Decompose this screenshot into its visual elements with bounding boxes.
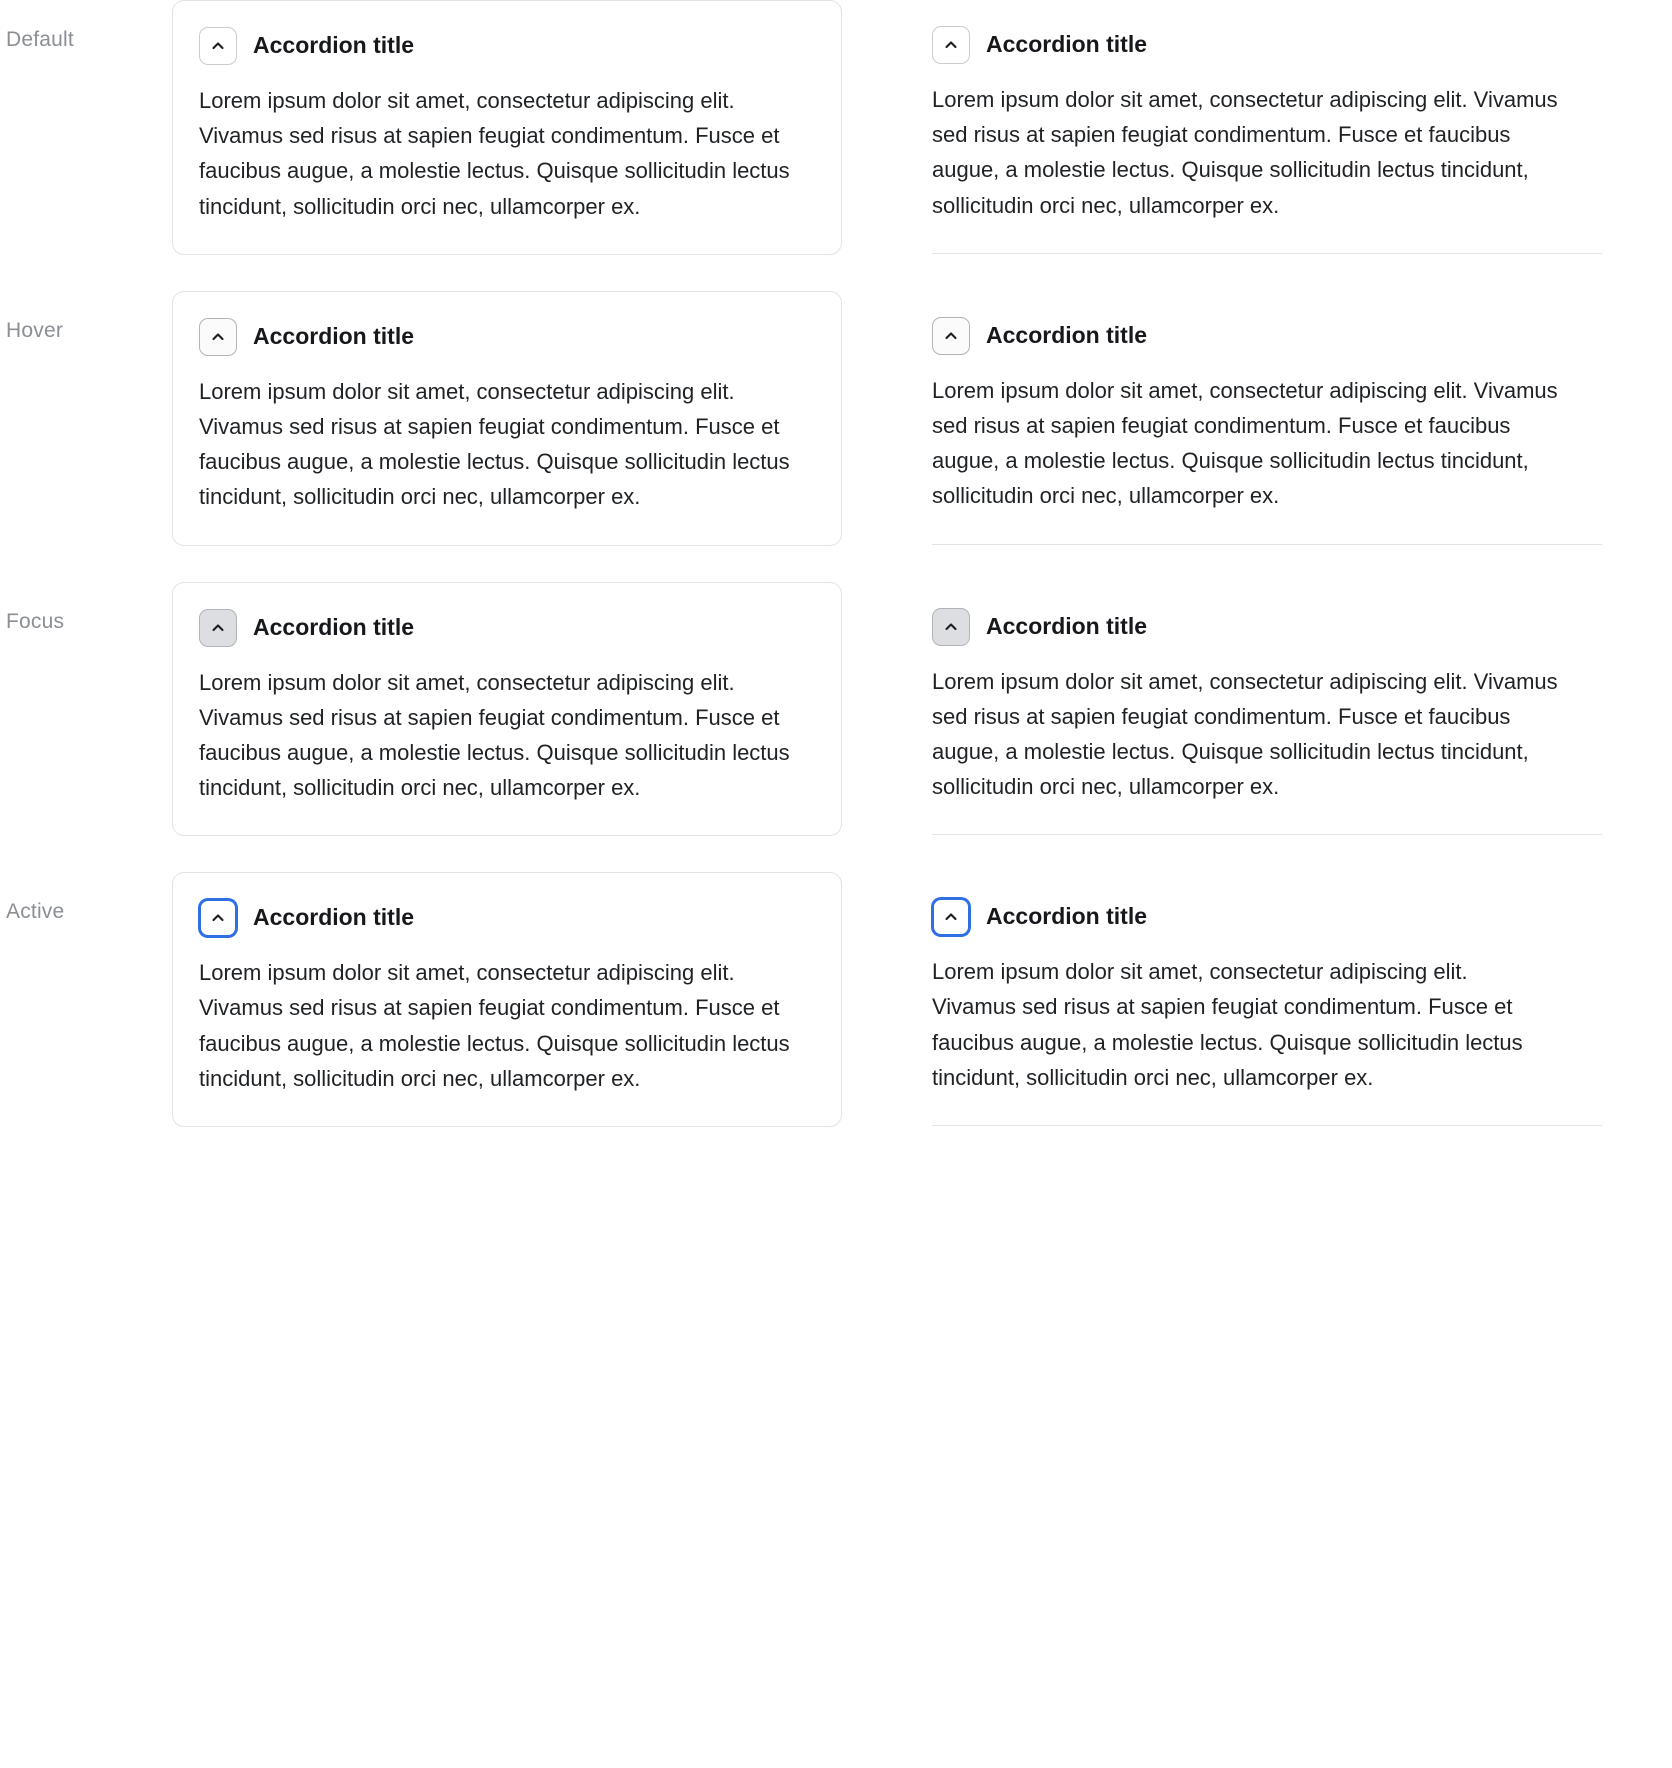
accordion-header[interactable] — [199, 318, 815, 356]
chevron-up-icon[interactable] — [932, 608, 970, 646]
accordion-header[interactable] — [932, 26, 1602, 64]
accordion-body: Lorem ipsum dolor sit amet, consectetur adipiscing elit. Vivamus sed risus at sapien feugiat condimentum. Fusce et faucibus augue, a molestie lectus. Quisque sollicitudin lectus tincidunt, sollicitudin orci nec, ullamcorper ex. — [199, 88, 790, 219]
accordion-header[interactable] — [932, 608, 1602, 646]
state-row-active — [0, 872, 1672, 1127]
chevron-up-icon[interactable] — [199, 318, 237, 356]
accordion-plain-active[interactable] — [932, 872, 1602, 1126]
accordion-body: Lorem ipsum dolor sit amet, consectetur adipiscing elit. Vivamus sed risus at sapien feugiat condimentum. Fusce et faucibus augue, a molestie lectus. Quisque sollicitudin lectus tincidunt, sollicitudin orci nec, ullamcorper ex. — [932, 668, 1558, 800]
state-label-focus: Focus — [6, 609, 65, 633]
chevron-up-icon[interactable] — [199, 27, 237, 65]
accordion-card-focus[interactable] — [172, 582, 842, 837]
accordion-card-hover[interactable] — [172, 291, 842, 546]
accordion-body: Lorem ipsum dolor sit amet, consectetur adipiscing elit. Vivamus sed risus at sapien feugiat condimentum. Fusce et faucibus augue, a molestie lectus. Quisque sollicitudin lectus tincidunt, sollicitudin orci nec, ullamcorper ex. — [199, 669, 790, 801]
chevron-up-icon[interactable] — [932, 898, 970, 936]
variant-group-active — [172, 872, 1672, 1127]
state-row-default — [0, 0, 1672, 255]
variant-card-focus — [172, 582, 842, 837]
variant-card-default — [172, 0, 842, 255]
state-label-hover: Hover — [6, 318, 64, 342]
accordion-plain-default[interactable] — [932, 0, 1602, 254]
variant-plain-hover — [932, 291, 1602, 546]
accordion-title: Accordion title — [253, 322, 415, 349]
accordion-title: Accordion title — [986, 612, 1148, 639]
accordion-title: Accordion title — [986, 903, 1148, 930]
variant-group-focus — [172, 582, 1672, 837]
state-label-active: Active — [6, 900, 65, 924]
accordion-card-default[interactable] — [172, 0, 842, 255]
state-row-hover — [0, 291, 1672, 546]
variant-card-hover — [172, 291, 842, 546]
variant-plain-default — [932, 0, 1602, 255]
accordion-header[interactable] — [199, 609, 815, 647]
accordion-plain-focus[interactable] — [932, 582, 1602, 836]
accordion-header[interactable] — [199, 899, 815, 937]
state-row-focus — [0, 582, 1672, 837]
variant-plain-active — [932, 872, 1602, 1127]
variant-group-default — [172, 0, 1672, 255]
accordion-card-active[interactable] — [172, 872, 842, 1127]
accordion-body: Lorem ipsum dolor sit amet, consectetur adipiscing elit. Vivamus sed risus at sapien feugiat condimentum. Fusce et faucibus augue, a molestie lectus. Quisque sollicitudin lectus tincidunt, sollicitudin orci nec, ullamcorper ex. — [199, 378, 790, 510]
accordion-header[interactable] — [932, 898, 1602, 936]
accordion-body: Lorem ipsum dolor sit amet, consectetur adipiscing elit. Vivamus sed risus at sapien feugiat condimentum. Fusce et faucibus augue, a molestie lectus. Quisque sollicitudin lectus tincidunt, sollicitudin orci nec, ullamcorper ex. — [932, 377, 1558, 509]
variant-card-active — [172, 872, 842, 1127]
accordion-title: Accordion title — [253, 32, 415, 59]
chevron-up-icon[interactable] — [199, 609, 237, 647]
state-label-default: Default — [6, 28, 74, 51]
accordion-title: Accordion title — [253, 904, 415, 931]
variant-plain-focus — [932, 582, 1602, 837]
accordion-title: Accordion title — [253, 613, 415, 640]
chevron-up-icon[interactable] — [199, 899, 237, 937]
chevron-up-icon[interactable] — [932, 26, 970, 64]
accordion-body: Lorem ipsum dolor sit amet, consectetur adipiscing elit. Vivamus sed risus at sapien feugiat condimentum. Fusce et faucibus augue, a molestie lectus. Quisque sollicitudin lectus tincidunt, sollicitudin orci nec, ullamcorper ex. — [199, 960, 790, 1091]
accordion-plain-hover[interactable] — [932, 291, 1602, 545]
accordion-title: Accordion title — [986, 31, 1148, 58]
accordion-header[interactable] — [199, 27, 815, 65]
variant-group-hover — [172, 291, 1672, 546]
accordion-body: Lorem ipsum dolor sit amet, consectetur adipiscing elit. Vivamus sed risus at sapien feugiat condimentum. Fusce et faucibus augue, a molestie lectus. Quisque sollicitudin lectus tincidunt, sollicitudin orci nec, ullamcorper ex. — [932, 959, 1523, 1090]
chevron-up-icon[interactable] — [932, 317, 970, 355]
accordion-title: Accordion title — [986, 321, 1148, 348]
accordion-header[interactable] — [932, 317, 1602, 355]
accordion-body: Lorem ipsum dolor sit amet, consectetur adipiscing elit. Vivamus sed risus at sapien feugiat condimentum. Fusce et faucibus augue, a molestie lectus. Quisque sollicitudin lectus tincidunt, sollicitudin orci nec, ullamcorper ex. — [932, 87, 1558, 218]
